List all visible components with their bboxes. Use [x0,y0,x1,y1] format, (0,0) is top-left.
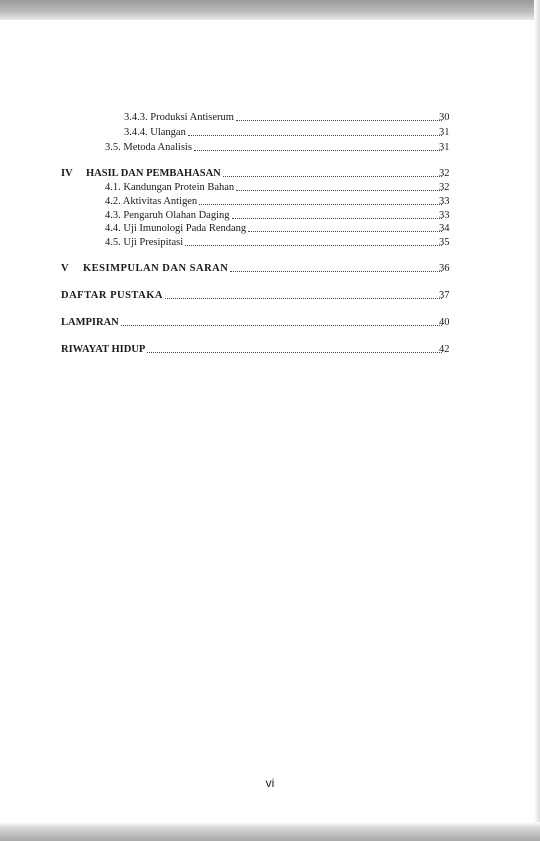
scan-edge-right [534,0,540,841]
toc-entry-page: 32 [439,182,450,193]
scan-edge-top [0,0,540,20]
toc-entry-label: 4.4. Uji Imunologi Pada Rendang [105,223,247,234]
toc-chapter [61,262,454,275]
toc-entry [105,141,454,154]
toc-entry-page: 40 [439,317,450,328]
toc-entry-page: 33 [439,196,450,207]
toc-entry-page: 31 [439,142,450,153]
toc-entry-page: 37 [439,290,450,301]
toc-leader-dots [232,218,442,219]
toc-section-label: LAMPIRAN [61,317,119,328]
toc-leader-dots [236,120,442,121]
toc-entry-page: 34 [439,223,450,234]
toc-chapter [61,167,454,180]
toc-entry-label: 4.2. Aktivitas Antigen [105,196,198,207]
toc-leader-dots [199,204,442,205]
toc-leader-dots [236,190,442,191]
scan-edge-bottom [0,822,540,841]
toc-chapter-label: HASIL DAN PEMBAHASAN [86,168,221,179]
toc-section [61,316,454,329]
toc-entry-label: 3.4.4. Ulangan [124,127,186,138]
toc-leader-dots [121,325,442,326]
toc-entry-page: 32 [439,168,450,179]
toc-section-label: DAFTAR PUSTAKA [61,290,163,301]
toc-entry-page: 30 [439,112,450,123]
toc-leader-dots [147,352,442,353]
toc-entry [124,111,454,124]
toc-section [61,289,454,302]
toc-entry [105,195,454,208]
toc-entry [105,222,454,235]
toc-entry-page: 33 [439,210,450,221]
toc-entry-page: 31 [439,127,450,138]
toc-entry-page: 35 [439,237,450,248]
toc-leader-dots [194,150,442,151]
toc-entry-page: 42 [439,344,450,355]
toc-leader-dots [230,271,442,272]
toc-leader-dots [248,231,442,232]
toc-entry-label: 3.4.3. Produksi Antiserum [124,112,234,123]
toc-entry-label: 4.3. Pengaruh Olahan Daging [105,210,230,221]
toc-section-label: RIWAYAT HIDUP [61,344,146,355]
toc-entry-page: 36 [439,263,450,274]
toc-leader-dots [188,135,442,136]
toc-leader-dots [185,245,442,246]
toc-entry-label: 4.5. Uji Presipitasi [105,237,184,248]
toc-entry-label: 4.1. Kandungan Protein Bahan [105,182,235,193]
toc-chapter-number: IV [61,168,73,179]
page-number: vi [265,776,275,790]
toc-section [61,343,454,356]
toc-entry [105,209,454,222]
toc-leader-dots [165,298,442,299]
toc-entry [105,236,454,249]
toc-entry-label: 3.5. Metoda Analisis [105,142,192,153]
toc-entry [105,181,454,194]
toc-chapter-number: V [61,263,69,274]
toc-chapter-label: KESIMPULAN DAN SARAN [83,263,229,274]
toc-leader-dots [223,176,442,177]
toc-entry [124,126,454,139]
